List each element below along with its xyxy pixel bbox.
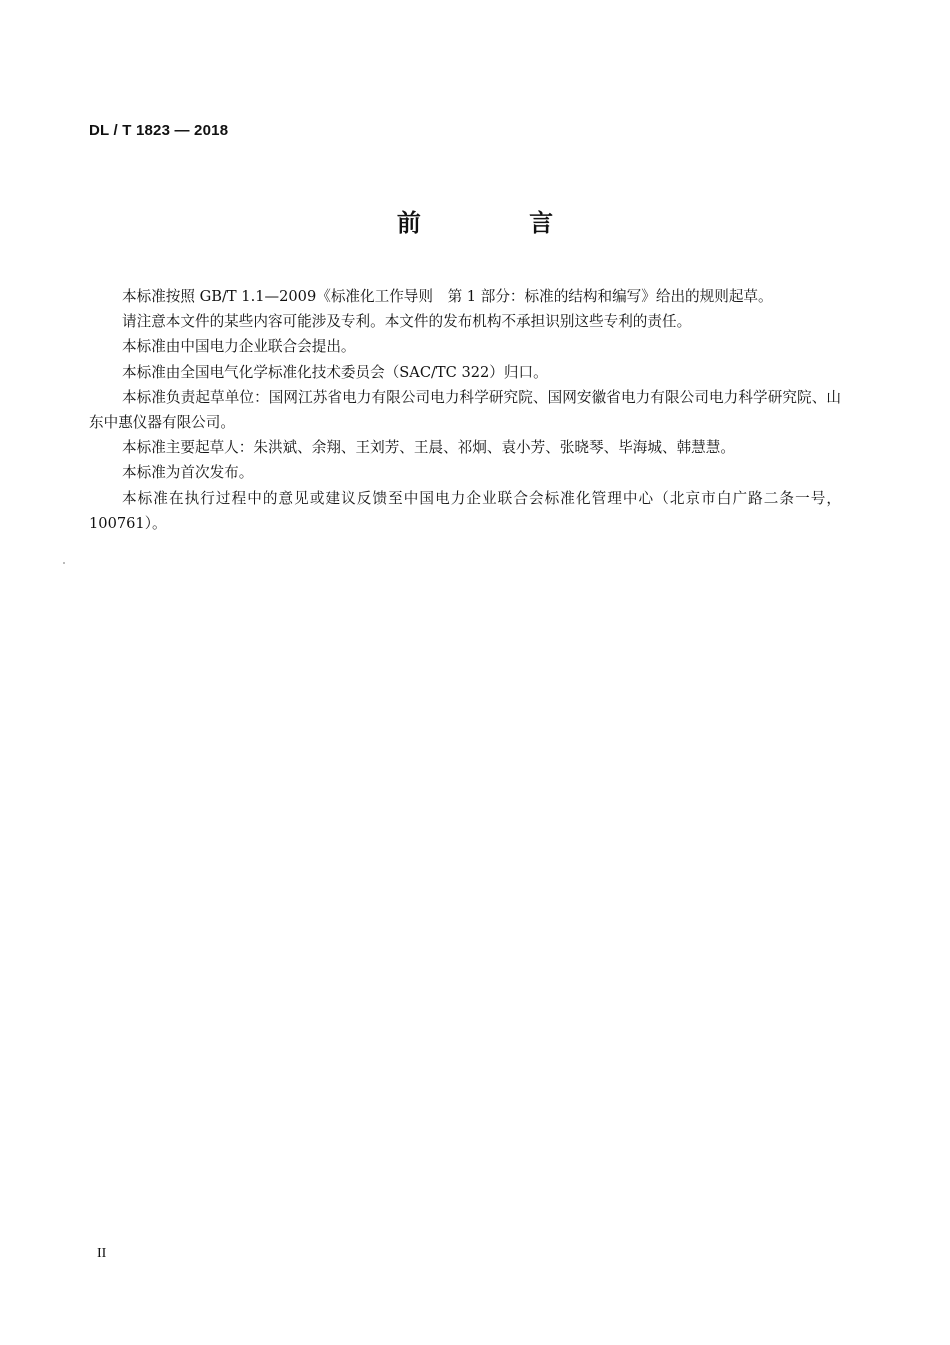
paragraph-first-release: 本标准为首次发布。 [122,464,254,482]
paragraph-technical-committee: 本标准由全国电气化学标准化技术委员会（SAC/TC 322）归口。 [122,363,548,381]
paragraph-drafting-units: 本标准负责起草单位：国网江苏省电力有限公司电力科学研究院、国网安徽省电力有限公司电力科学研究院、山东中惠仪器有限公司。 [89,388,841,432]
page-number: II [97,1246,107,1261]
paragraph-feedback-contact: 本标准在执行过程中的意见或建议反馈至中国电力企业联合会标准化管理中心（北京市白广路二条一号，100761）。 [89,489,841,532]
page-title: 前 言 [396,209,604,237]
foreword-body [89,284,841,536]
scan-speck [63,562,65,564]
paragraph-patent-notice: 请注意本文件的某些内容可能涉及专利。本文件的发布机构不承担识别这些专利的责任。 [122,313,692,331]
paragraph-drafters: 本标准主要起草人：朱洪斌、余翔、王刘芳、王晨、祁炯、袁小芳、张晓琴、毕海城、韩慧慧。 [122,439,735,457]
paragraph-drafting-rules: 本标准按照 GB/T 1.1—2009《标准化工作导则 第 1 部分：标准的结构和编写》给出的规则起草。 [122,288,773,305]
standard-code-header: DL / T 1823 — 2018 [89,122,229,139]
paragraph-proposer: 本标准由中国电力企业联合会提出。 [122,338,356,356]
